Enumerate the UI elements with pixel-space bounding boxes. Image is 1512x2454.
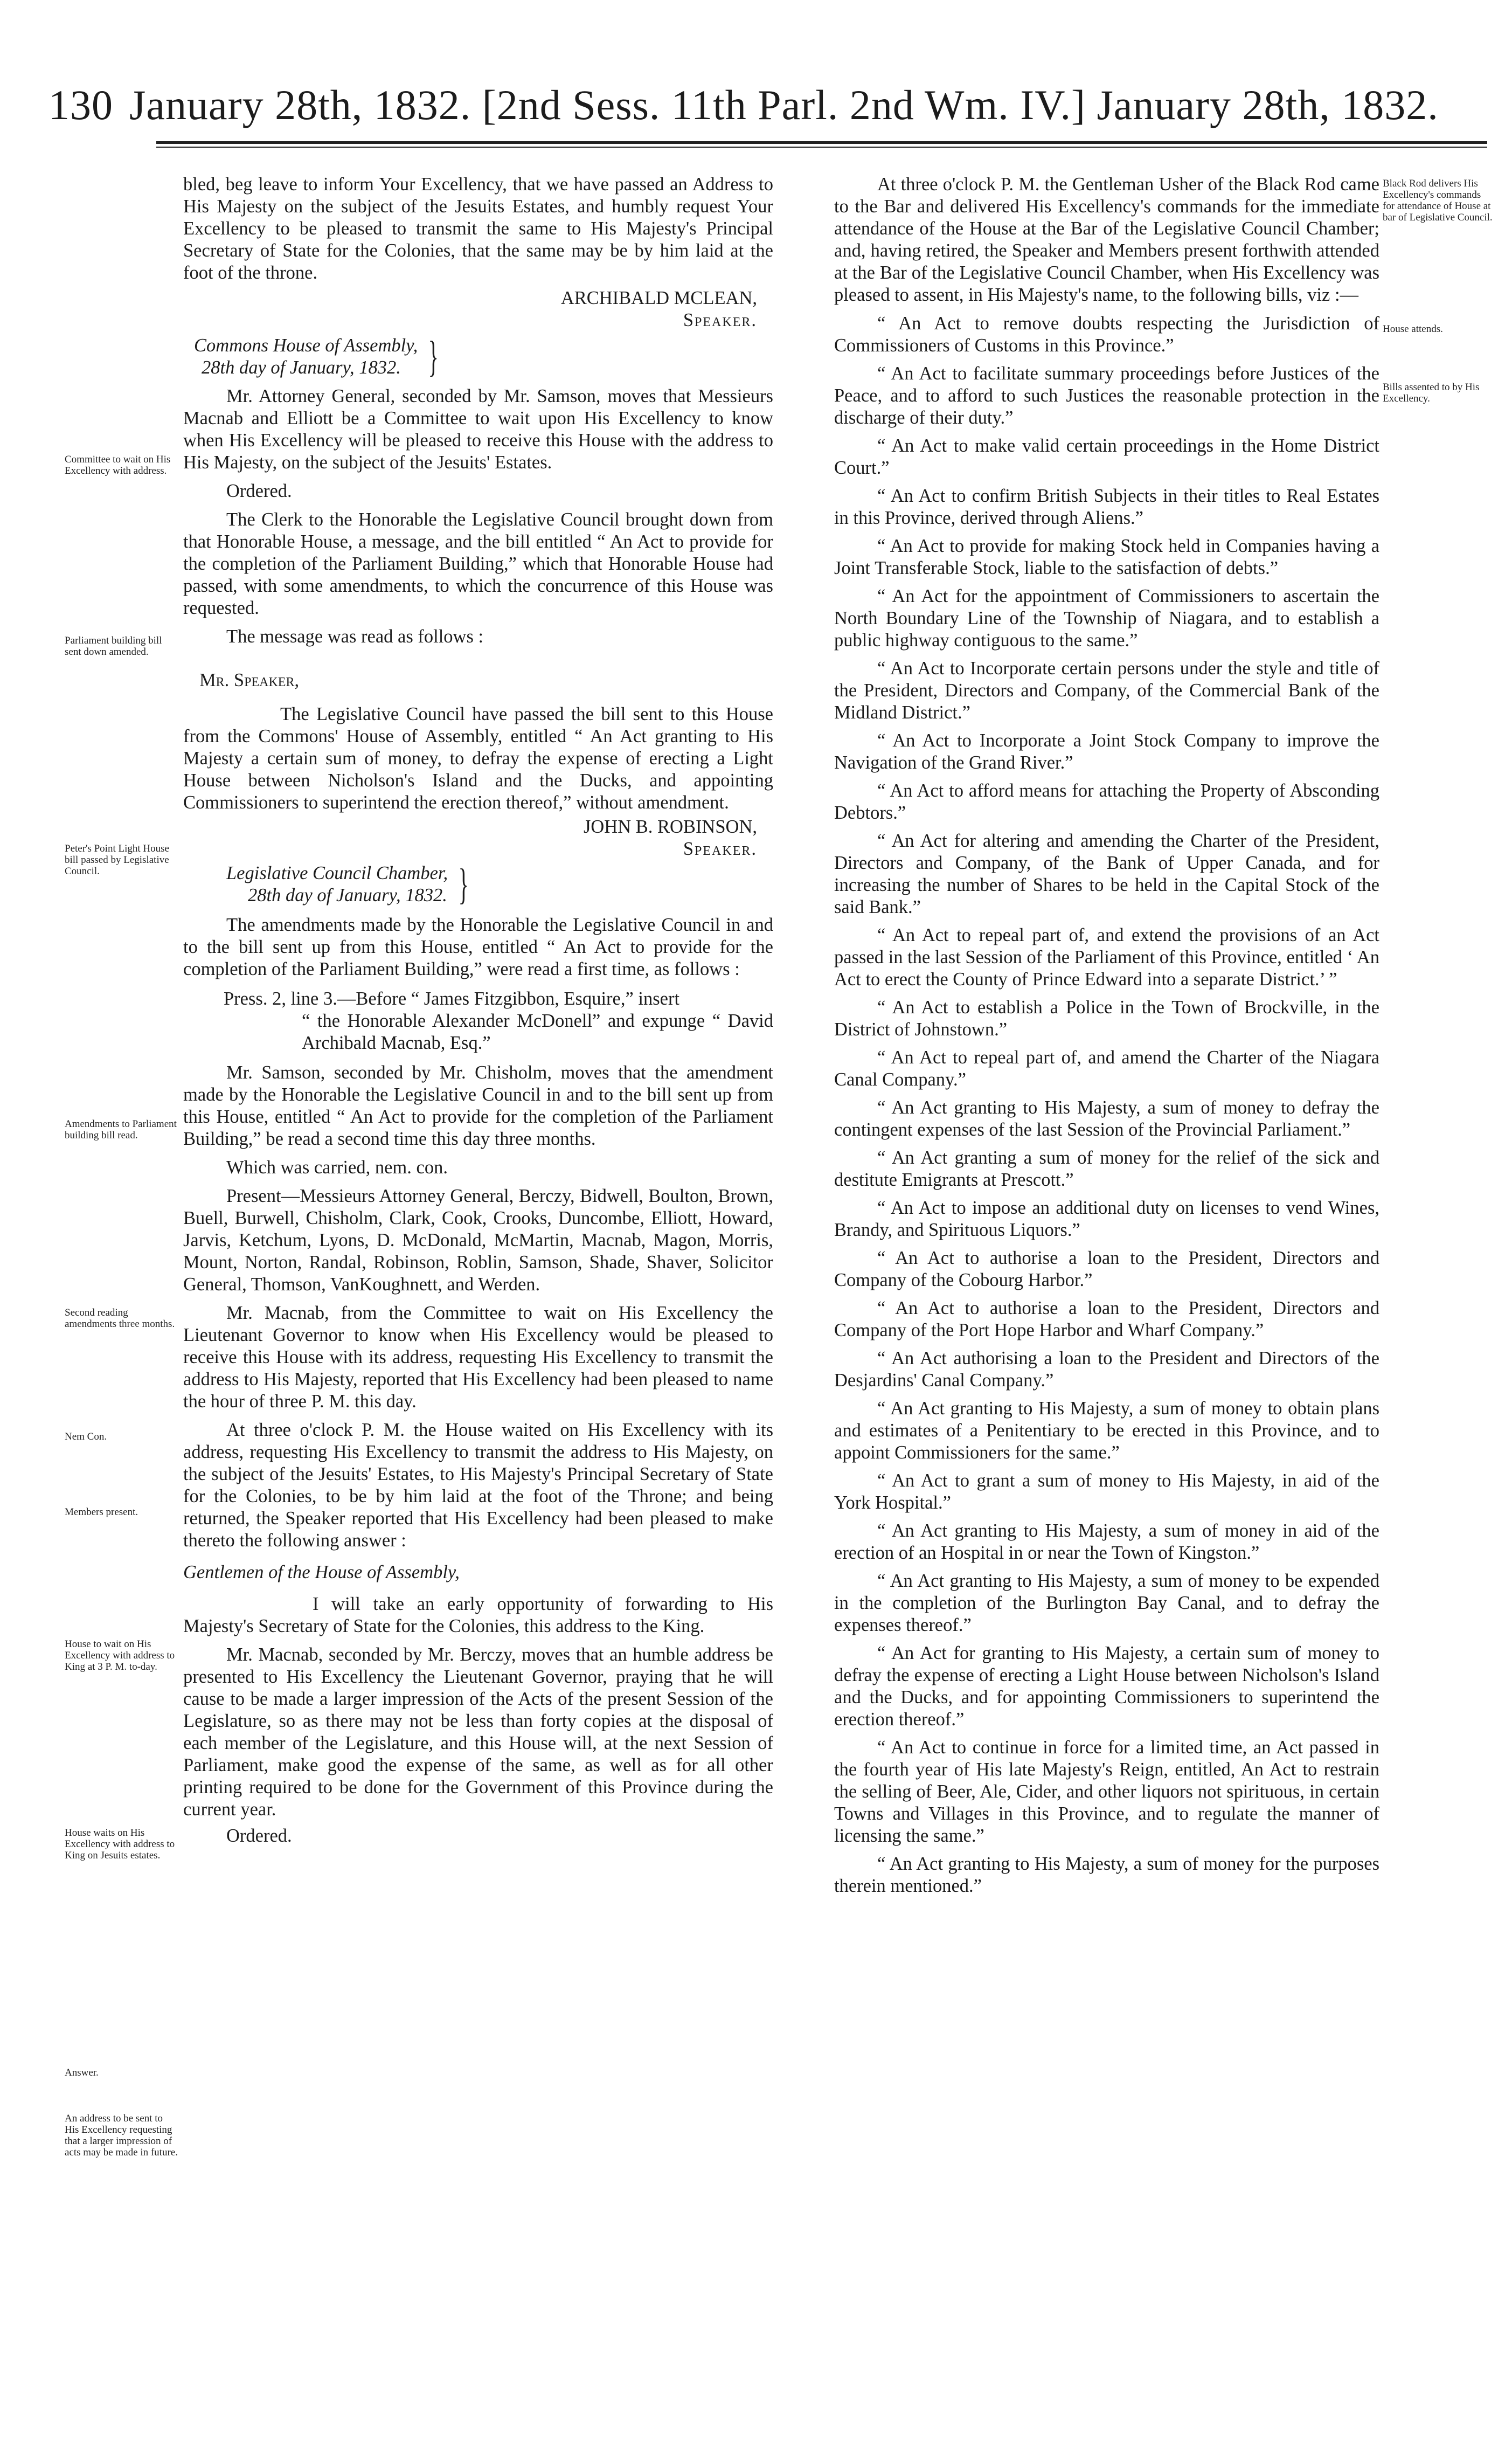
- act-entry: “ An Act granting to His Majesty, a sum of money to defray the contingent expenses of the last Session of the Provincial Parliament.”: [834, 1097, 1379, 1140]
- act-entry: “ An Act to impose an additional duty on licenses to vend Wines, Brandy, and Spirituous Liquors.”: [834, 1198, 1379, 1240]
- act-entry: “ An Act to provide for making Stock held in Companies having a Joint Transferable Stock, liable to the satisfaction of debts.”: [834, 536, 1379, 578]
- margin-note: House to wait on His Excellency with address to King at 3 P. M. to-day.: [65, 1639, 175, 1672]
- margin-note: Nem Con.: [65, 1431, 107, 1442]
- act-entry: “ An Act granting to His Majesty, a sum of money to be expended in the completion of the Burlington Bay Canal, and to defray the expenses thereof.”: [834, 1571, 1379, 1635]
- act-entry: “ An Act granting to His Majesty, a sum of money to obtain plans and estimates of a Penitentiary to be erected in this Province, and to appoint Commissioners for the same.”: [834, 1398, 1379, 1463]
- margin-note: Black Rod delivers His Excellency's commands for attendance of House at bar of Legislative Council.: [1383, 178, 1493, 223]
- left-column: [183, 174, 773, 1847]
- paragraph: Mr. Samson, seconded by Mr. Chisholm, moves that the amendment made by the Honorable the Legislative Council in and to the bill sent up from this House, entitled “ An Act to provide for the completion of the Parliament Building,” be read a second time this day three months.: [183, 1062, 773, 1149]
- place-line: Commons House of Assembly,: [194, 335, 418, 356]
- right-column: [834, 174, 1379, 1897]
- act-entry: “ An Act authorising a loan to the President and Directors of the Desjardins' Canal Company.”: [834, 1348, 1379, 1391]
- paragraph: The Clerk to the Honorable the Legislative Council brought down from that Honorable House, a message, and the bill entitled “ An Act to provide for the completion of the Parliament Building,” which that Honorable House had passed, with some amendments, to which the concurrence of this House was requested.: [183, 509, 773, 618]
- signature-name: JOHN B. ROBINSON,: [583, 817, 757, 837]
- place-date: [183, 335, 496, 379]
- act-entry: “ An Act granting a sum of money for the relief of the sick and destitute Emigrants at Prescott.”: [834, 1147, 1379, 1190]
- act-entry: “ An Act to facilitate summary proceedings before Justices of the Peace, and to afford to such Justices the reasonable protection in the discharge of their duty.”: [834, 363, 1379, 428]
- amendment-line: Press. 2, line 3.—Before “ James Fitzgibbon, Esquire,” insert: [224, 988, 680, 1009]
- place-date: [183, 862, 528, 907]
- margin-note: Members present.: [65, 1506, 138, 1518]
- amendment-line: “ the Honorable Alexander McDonell” and expunge “ David Archibald Macnab, Esq.”: [302, 1011, 773, 1053]
- act-entry: “ An Act to make valid certain proceedings in the Home District Court.”: [834, 436, 1379, 478]
- act-entry: “ An Act to continue in force for a limited time, an Act passed in the fourth year of His late Majesty's Reign, entitled, An Act to restrain the selling of Beer, Ale, Cider, and other liquors not spirituous, in certain Towns and Villages in this Province, and to regulate the manner of licensing the same.”: [834, 1737, 1379, 1846]
- act-entry: “ An Act to establish a Police in the Town of Brockville, in the District of Johnstown.”: [834, 997, 1379, 1040]
- paragraph: The message was read as follows :: [226, 626, 484, 647]
- paragraph: Mr. Macnab, seconded by Mr. Berczy, moves that an humble address be presented to His Excellency the Lieutenant Governor, praying that he will cause to be made a larger impression of the Acts of the present Session of the Legislature, so as there may not be less than forty copies at the disposal of each member of the Legislature, and this House will, at the next Session of Parliament, make good the expense of the same, as well as for all other printing required to be done for the Government of this Province during the current year.: [183, 1644, 773, 1820]
- act-entry: “ An Act to repeal part of, and amend the Charter of the Niagara Canal Company.”: [834, 1047, 1379, 1090]
- margin-note: Bills assented to by His Excellency.: [1383, 382, 1480, 404]
- act-entry: “ An Act to repeal part of, and extend the provisions of an Act passed in the last Session of the Parliament of this Province, entitled ‘ An Act to erect the County of Prince Edward into a separate District.’ ”: [834, 925, 1379, 990]
- header-rule-thin: [156, 147, 1487, 148]
- act-entry: “ An Act granting to His Majesty, a sum of money for the purposes therein mentioned.”: [834, 1854, 1379, 1896]
- paragraph: Ordered.: [226, 481, 292, 501]
- act-entry: “ An Act to afford means for attaching the Property of Absconding Debtors.”: [834, 780, 1379, 823]
- margin-note: Committee to wait on His Excellency with address.: [65, 454, 171, 476]
- signature-title: Speaker.: [683, 839, 757, 859]
- brace-glyph: }: [458, 861, 469, 908]
- act-entry: “ An Act granting to His Majesty, a sum of money in aid of the erection of an Hospital in or near the Town of Kingston.”: [834, 1520, 1379, 1563]
- act-entry: “ An Act to grant a sum of money to His Majesty, in aid of the York Hospital.”: [834, 1470, 1379, 1513]
- salutation: Gentlemen of the House of Assembly,: [183, 1562, 460, 1582]
- header-text: January 28th, 1832. [2nd Sess. 11th Parl. 2nd Wm. IV.] January 28th, 1832.: [129, 81, 1439, 128]
- margin-note: Amendments to Parliament building bill read.: [65, 1118, 177, 1141]
- margin-note: Answer.: [65, 2067, 99, 2078]
- act-entry: “ An Act to authorise a loan to the President, Directors and Company of the Cobourg Harbor.”: [834, 1248, 1379, 1290]
- paragraph: bled, beg leave to inform Your Excellency, that we have passed an Address to His Majesty on the subject of the Jesuits Estates, and humbly request Your Excellency to be pleased to transmit the same to His Majesty's Principal Secretary of State for the Colonies, that the same may be by him laid at the foot of the throne.: [183, 174, 773, 283]
- act-entry: “ An Act for granting to His Majesty, a certain sum of money to defray the expense of erecting a Light House between Nicholson's Island and the Ducks, and for appointing Commissioners to superintend the erection thereof.”: [834, 1643, 1379, 1730]
- page-number: 130: [48, 81, 113, 128]
- paragraph: Mr. Macnab, from the Committee to wait on His Excellency the Lieutenant Governor to know when His Excellency would be pleased to receive this House with its address, requesting His Excellency to transmit the address to His Majesty, reported that His Excellency had been pleased to name the hour of three P. M. this day.: [183, 1303, 773, 1412]
- salutation: Mr. Speaker,: [199, 670, 300, 690]
- act-entry: “ An Act to confirm British Subjects in their titles to Real Estates in this Province, derived through Aliens.”: [834, 486, 1379, 528]
- act-entry: “ An Act to Incorporate certain persons under the style and title of the President, Directors and Company, of the Commercial Bank of the Midland District.”: [834, 658, 1379, 723]
- paragraph: Ordered.: [226, 1826, 292, 1846]
- paragraph: At three o'clock P. M. the Gentleman Usher of the Black Rod came to the Bar and delivered His Excellency's commands for the immediate attendance of the House at the Bar of the Legislative Council Chamber; and, having retired, the Speaker and Members present forthwith attended at the Bar of the Legislative Council Chamber, when His Excellency was pleased to assent, in His Majesty's name, to the following bills, viz :—: [834, 174, 1379, 305]
- page-header: [48, 81, 1466, 129]
- margin-note: Parliament building bill sent down amended.: [65, 635, 162, 658]
- paragraph: Present—Messieurs Attorney General, Berczy, Bidwell, Boulton, Brown, Buell, Burwell, Chisholm, Clark, Cook, Crooks, Duncombe, Elliott, Howard, Jarvis, Ketchum, Lyons, D. McDonald, McMartin, Macnab, Magon, Morris, Mount, Norton, Randal, Robinson, Roblin, Samson, Shade, Shaver, Solicitor General, Thomson, VanKoughnett, and Werden.: [183, 1186, 773, 1295]
- margin-note: House attends.: [1383, 323, 1443, 335]
- act-entry: “ An Act for altering and amending the Charter of the President, Directors and Company, of the Bank of Upper Canada, and for increasing the number of Shares to be held in the Capital Stock of the said Bank.”: [834, 831, 1379, 917]
- header-rule-thick: [156, 141, 1487, 144]
- paragraph: The Legislative Council have passed the bill sent to this House from the Commons' House of Assembly, entitled “ An Act granting to His Majesty a certain sum of money, to defray the expense of erecting a Light House between Nicholson's Island and the Ducks, and appointing Commissioners to superintend the erection thereof,” without amendment.: [183, 704, 773, 813]
- paragraph: Which was carried, nem. con.: [226, 1157, 448, 1178]
- paragraph: Mr. Attorney General, seconded by Mr. Samson, moves that Messieurs Macnab and Elliott be a Committee to wait upon His Excellency to know when His Excellency will be pleased to receive this House with the address to His Majesty, on the subject of the Jesuits' Estates.: [183, 386, 773, 473]
- acts-list: [834, 313, 1379, 1897]
- margin-note: House waits on His Excellency with address to King on Jesuits estates.: [65, 1827, 175, 1861]
- date-line: 28th day of January, 1832.: [202, 357, 401, 378]
- paragraph: At three o'clock P. M. the House waited on His Excellency with its address, requesting His Excellency to transmit the address to His Majesty, on the subject of the Jesuits' Estates, to His Majesty's Principal Secretary of State for the Colonies, to be by him laid at the foot of the Throne; and being returned, the Speaker reported that His Excellency had been pleased to make thereto the following answer :: [183, 1420, 773, 1551]
- act-entry: “ An Act to Incorporate a Joint Stock Company to improve the Navigation of the Grand River.”: [834, 730, 1379, 773]
- brace-glyph: }: [428, 333, 439, 381]
- act-entry: “ An Act to authorise a loan to the President, Directors and Company of the Port Hope Harbor and Wharf Company.”: [834, 1298, 1379, 1340]
- signature-title: Speaker.: [683, 310, 757, 330]
- paragraph: The amendments made by the Honorable the Legislative Council in and to the bill sent up from this House, entitled “ An Act to provide for the completion of the Parliament Building,” were read a first time, as follows :: [183, 915, 773, 979]
- signature-name: ARCHIBALD MCLEAN,: [560, 288, 757, 308]
- paragraph: I will take an early opportunity of forwarding to His Majesty's Secretary of State for the Colonies, this address to the King.: [183, 1594, 773, 1636]
- margin-note: Peter's Point Light House bill passed by Legislative Council.: [65, 843, 169, 877]
- margin-note: Second reading amendments three months.: [65, 1307, 175, 1330]
- margin-note: An address to be sent to His Excellency requesting that a larger impression of acts may be made in future.: [65, 2113, 178, 2158]
- act-entry: “ An Act for the appointment of Commissioners to ascertain the North Boundary Line of the Township of Niagara, and to establish a public highway contiguous to the same.”: [834, 586, 1379, 651]
- act-entry: “ An Act to remove doubts respecting the Jurisdiction of Commissioners of Customs in this Province.”: [834, 313, 1379, 356]
- place-line: Legislative Council Chamber,: [226, 863, 448, 883]
- date-line: 28th day of January, 1832.: [248, 885, 447, 905]
